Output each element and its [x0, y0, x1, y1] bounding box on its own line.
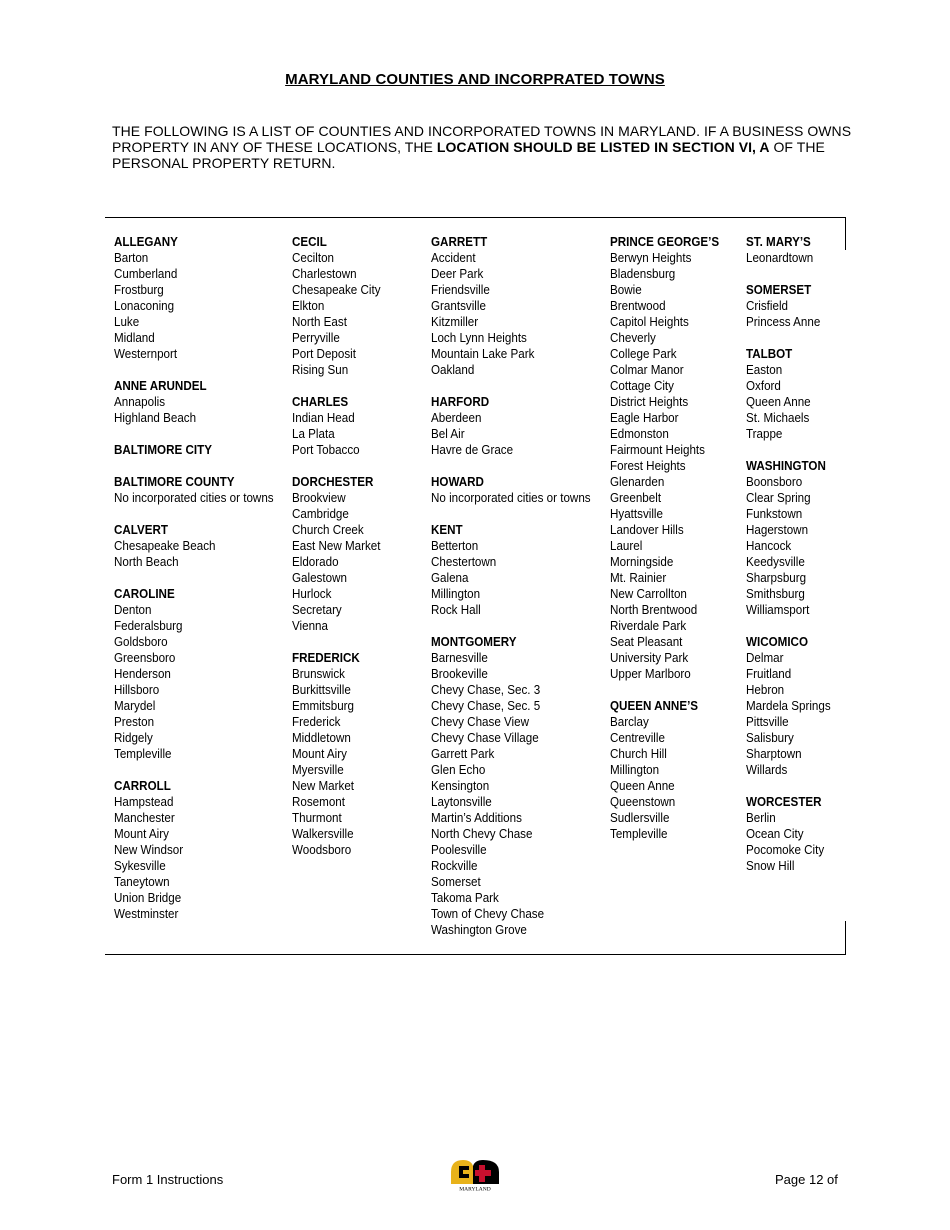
town-name: Cecilton	[292, 251, 335, 265]
county-name: GARRETT	[431, 235, 488, 249]
county-name: HARFORD	[431, 395, 490, 409]
county-name: ANNE ARUNDEL	[114, 379, 207, 393]
town-name: Federalsburg	[114, 619, 183, 633]
column-1	[114, 234, 274, 938]
town-name: Morningside	[610, 555, 674, 569]
town-name: Takoma Park	[431, 891, 499, 905]
town-name: Galestown	[292, 571, 347, 585]
town-name: Westminster	[114, 907, 179, 921]
town-name: North Beach	[114, 555, 179, 569]
town-name: Walkersville	[292, 827, 354, 841]
town-name: Denton	[114, 603, 152, 617]
page-title: MARYLAND COUNTIES AND INCORPRATED TOWNS	[285, 71, 665, 88]
county-name: WASHINGTON	[746, 459, 826, 473]
town-name: Church Hill	[610, 747, 667, 761]
county-group	[114, 522, 274, 570]
town-name: New Windsor	[114, 843, 184, 857]
town-name: Chevy Chase Village	[431, 731, 539, 745]
town-name: Delmar	[746, 651, 784, 665]
town-name: Salisbury	[746, 731, 794, 745]
town-name: Brunswick	[292, 667, 345, 681]
town-name: Deer Park	[431, 267, 484, 281]
town-name: Port Tobacco	[292, 443, 360, 457]
town-name: Rosemont	[292, 795, 345, 809]
county-group	[292, 650, 381, 858]
town-name: Sharpsburg	[746, 571, 807, 585]
county-group	[431, 394, 591, 458]
county-group	[292, 234, 381, 378]
town-name: Williamsport	[746, 603, 810, 617]
town-name: Grantsville	[431, 299, 486, 313]
maryland-logo	[449, 1156, 501, 1192]
county-group	[431, 522, 591, 618]
town-name: Taneytown	[114, 875, 170, 889]
intro-paragraph	[112, 123, 872, 171]
town-name: Lonaconing	[114, 299, 175, 313]
town-name: Burkittsville	[292, 683, 351, 697]
county-group	[292, 394, 381, 458]
town-name: Galena	[431, 571, 469, 585]
county-group	[746, 282, 831, 330]
county-group	[746, 234, 831, 266]
footer-form-name: Form 1 Instructions	[112, 1172, 224, 1187]
town-name: Charlestown	[292, 267, 357, 281]
town-name: Betterton	[431, 539, 479, 553]
town-name: Sudlersville	[610, 811, 670, 825]
town-name: Sykesville	[114, 859, 166, 873]
county-group	[746, 458, 831, 618]
town-name: Smithsburg	[746, 587, 805, 601]
town-name: Mountain Lake Park	[431, 347, 535, 361]
county-name: SOMERSET	[746, 283, 812, 297]
county-name: BALTIMORE COUNTY	[114, 475, 235, 489]
town-name: Cumberland	[114, 267, 178, 281]
town-name: Glen Echo	[431, 763, 486, 777]
town-name: Princess Anne	[746, 315, 821, 329]
county-group	[114, 234, 274, 362]
town-name: Templeville	[610, 827, 668, 841]
town-name: Bel Air	[431, 427, 465, 441]
county-name: MONTGOMERY	[431, 635, 517, 649]
town-name: Brookview	[292, 491, 346, 505]
town-name: Fairmount Heights	[610, 443, 705, 457]
town-name: Myersville	[292, 763, 344, 777]
town-name: Millington	[610, 763, 660, 777]
county-name: BALTIMORE CITY	[114, 443, 212, 457]
town-name: Chestertown	[431, 555, 497, 569]
county-group	[114, 586, 274, 762]
town-name: Barnesville	[431, 651, 488, 665]
top-rule	[105, 217, 846, 218]
town-name: Perryville	[292, 331, 340, 345]
town-name: No incorporated cities or towns	[114, 491, 274, 505]
county-group	[292, 474, 381, 634]
town-name: Town of Chevy Chase	[431, 907, 545, 921]
town-name: Aberdeen	[431, 411, 482, 425]
town-name: Pocomoke City	[746, 843, 825, 857]
county-name: WORCESTER	[746, 795, 822, 809]
town-name: Church Creek	[292, 523, 364, 537]
town-name: Greenbelt	[610, 491, 662, 505]
town-name: Kensington	[431, 779, 490, 793]
town-name: Barclay	[610, 715, 649, 729]
county-name: CARROLL	[114, 779, 171, 793]
town-name: Poolesville	[431, 843, 487, 857]
town-name: Vienna	[292, 619, 328, 633]
town-name: New Carrollton	[610, 587, 687, 601]
town-name: Accident	[431, 251, 476, 265]
town-name: Middletown	[292, 731, 351, 745]
town-name: Mount Airy	[114, 827, 169, 841]
town-name: North Chevy Chase	[431, 827, 533, 841]
county-name: CECIL	[292, 235, 327, 249]
county-group	[746, 634, 831, 778]
county-name: WICOMICO	[746, 635, 809, 649]
county-name: QUEEN ANNE’S	[610, 699, 699, 713]
town-name: Clear Spring	[746, 491, 811, 505]
town-name: Mardela Springs	[746, 699, 831, 713]
town-name: Upper Marlboro	[610, 667, 691, 681]
town-name: New Market	[292, 779, 355, 793]
town-name: Chesapeake City	[292, 283, 381, 297]
town-name: No incorporated cities or towns	[431, 491, 591, 505]
town-name: Secretary	[292, 603, 342, 617]
column-2	[292, 234, 381, 874]
town-name: Cottage City	[610, 379, 674, 393]
town-name: Union Bridge	[114, 891, 182, 905]
town-name: Port Deposit	[292, 347, 356, 361]
town-name: Indian Head	[292, 411, 355, 425]
town-name: Hagerstown	[746, 523, 809, 537]
town-name: Rockville	[431, 859, 478, 873]
town-name: Seat Pleasant	[610, 635, 683, 649]
town-name: Greensboro	[114, 651, 176, 665]
town-name: Eldorado	[292, 555, 339, 569]
town-name: Cheverly	[610, 331, 656, 345]
town-name: Snow Hill	[746, 859, 795, 873]
intro-text: THE FOLLOWING IS A LIST OF COUNTIES AND INCORPORATED TOWNS IN MARYLAND. IF A BUSINESS OWNS PROPERTY IN ANY OF THESE LOCATIONS, THE	[112, 123, 852, 155]
town-name: Loch Lynn Heights	[431, 331, 527, 345]
logo-text: MARYLAND	[459, 1186, 491, 1192]
county-group	[610, 698, 719, 842]
county-group	[114, 474, 274, 506]
town-name: North Brentwood	[610, 603, 698, 617]
town-name: Chevy Chase, Sec. 3	[431, 683, 541, 697]
town-name: Brentwood	[610, 299, 666, 313]
county-name: CHARLES	[292, 395, 349, 409]
town-name: District Heights	[610, 395, 689, 409]
town-name: Pittsville	[746, 715, 789, 729]
town-name: Queen Anne	[746, 395, 811, 409]
town-name: Sharptown	[746, 747, 802, 761]
town-name: Keedysville	[746, 555, 805, 569]
town-name: Edmonston	[610, 427, 669, 441]
town-name: Crisfield	[746, 299, 788, 313]
town-name: Highland Beach	[114, 411, 197, 425]
town-name: Hampstead	[114, 795, 174, 809]
town-name: Friendsville	[431, 283, 490, 297]
column-4	[610, 234, 719, 858]
town-name: East New Market	[292, 539, 381, 553]
town-name: Woodsboro	[292, 843, 352, 857]
county-name: HOWARD	[431, 475, 484, 489]
town-name: Marydel	[114, 699, 156, 713]
county-group	[746, 794, 831, 874]
town-name: Easton	[746, 363, 783, 377]
town-name: Somerset	[431, 875, 481, 889]
town-name: Bladensburg	[610, 267, 676, 281]
town-name: Landover Hills	[610, 523, 684, 537]
town-name: Hillsboro	[114, 683, 160, 697]
town-name: Midland	[114, 331, 155, 345]
town-name: Barton	[114, 251, 149, 265]
town-name: Brookeville	[431, 667, 488, 681]
town-name: Goldsboro	[114, 635, 168, 649]
county-group	[431, 474, 591, 506]
town-name: Oakland	[431, 363, 475, 377]
town-name: St. Michaels	[746, 411, 810, 425]
county-group	[114, 378, 274, 426]
county-name: ALLEGANY	[114, 235, 178, 249]
town-name: Capitol Heights	[610, 315, 689, 329]
town-name: Funkstown	[746, 507, 803, 521]
intro-text-end: OF THE PERSONAL PROPERTY RETURN.	[112, 139, 825, 171]
county-group	[114, 778, 274, 922]
county-name: CAROLINE	[114, 587, 175, 601]
town-name: North East	[292, 315, 347, 329]
town-name: Colmar Manor	[610, 363, 684, 377]
town-name: Queenstown	[610, 795, 676, 809]
town-name: Garrett Park	[431, 747, 495, 761]
county-group	[431, 634, 591, 938]
town-name: Mt. Rainier	[610, 571, 667, 585]
town-name: Leonardtown	[746, 251, 814, 265]
town-name: Rock Hall	[431, 603, 481, 617]
county-group	[114, 442, 274, 458]
town-name: Chevy Chase, Sec. 5	[431, 699, 541, 713]
town-name: Forest Heights	[610, 459, 686, 473]
column-5	[746, 234, 831, 890]
town-name: Eagle Harbor	[610, 411, 679, 425]
top-right-tick	[845, 217, 846, 250]
town-name: Centreville	[610, 731, 665, 745]
town-name: Oxford	[746, 379, 781, 393]
town-name: Hancock	[746, 539, 792, 553]
town-name: Rising Sun	[292, 363, 349, 377]
town-name: Fruitland	[746, 667, 792, 681]
town-name: Washington Grove	[431, 923, 527, 937]
town-name: Templeville	[114, 747, 172, 761]
town-name: Willards	[746, 763, 788, 777]
town-name: Berlin	[746, 811, 776, 825]
county-name: ST. MARY’S	[746, 235, 811, 249]
town-name: Luke	[114, 315, 140, 329]
town-name: La Plata	[292, 427, 335, 441]
county-name: TALBOT	[746, 347, 793, 361]
town-name: Henderson	[114, 667, 171, 681]
town-name: Cambridge	[292, 507, 349, 521]
town-name: Berwyn Heights	[610, 251, 692, 265]
town-name: Bowie	[610, 283, 642, 297]
town-name: Frostburg	[114, 283, 164, 297]
town-name: Frederick	[292, 715, 341, 729]
bottom-rule	[105, 954, 846, 955]
town-name: Boonsboro	[746, 475, 803, 489]
town-name: Havre de Grace	[431, 443, 514, 457]
town-name: Laurel	[610, 539, 643, 553]
town-name: Annapolis	[114, 395, 166, 409]
town-name: University Park	[610, 651, 689, 665]
county-name: DORCHESTER	[292, 475, 374, 489]
town-name: Chevy Chase View	[431, 715, 530, 729]
town-name: Preston	[114, 715, 155, 729]
town-name: Emmitsburg	[292, 699, 355, 713]
town-name: Glenarden	[610, 475, 665, 489]
town-name: Westernport	[114, 347, 178, 361]
town-name: Laytonsville	[431, 795, 492, 809]
county-group	[610, 234, 719, 682]
intro-bold-text: LOCATION SHOULD BE LISTED IN SECTION VI, A	[436, 139, 770, 155]
town-name: Millington	[431, 587, 481, 601]
town-name: Thurmont	[292, 811, 342, 825]
town-name: College Park	[610, 347, 677, 361]
town-name: Ridgely	[114, 731, 153, 745]
town-name: Hyattsville	[610, 507, 663, 521]
town-name: Riverdale Park	[610, 619, 687, 633]
county-group	[746, 346, 831, 442]
town-name: Martin’s Additions	[431, 811, 522, 825]
town-name: Kitzmiller	[431, 315, 479, 329]
county-group	[431, 234, 591, 378]
county-name: CALVERT	[114, 523, 169, 537]
column-3	[431, 234, 591, 954]
town-name: Elkton	[292, 299, 325, 313]
town-name: Chesapeake Beach	[114, 539, 216, 553]
county-name: KENT	[431, 523, 463, 537]
county-name: FREDERICK	[292, 651, 360, 665]
town-name: Manchester	[114, 811, 175, 825]
town-name: Hurlock	[292, 587, 332, 601]
town-name: Ocean City	[746, 827, 804, 841]
county-name: PRINCE GEORGE’S	[610, 235, 720, 249]
footer-page-number: Page 12 of	[775, 1172, 838, 1187]
town-name: Queen Anne	[610, 779, 675, 793]
town-name: Mount Airy	[292, 747, 347, 761]
town-name: Trappe	[746, 427, 783, 441]
town-name: Hebron	[746, 683, 785, 697]
bottom-right-tick	[845, 921, 846, 955]
